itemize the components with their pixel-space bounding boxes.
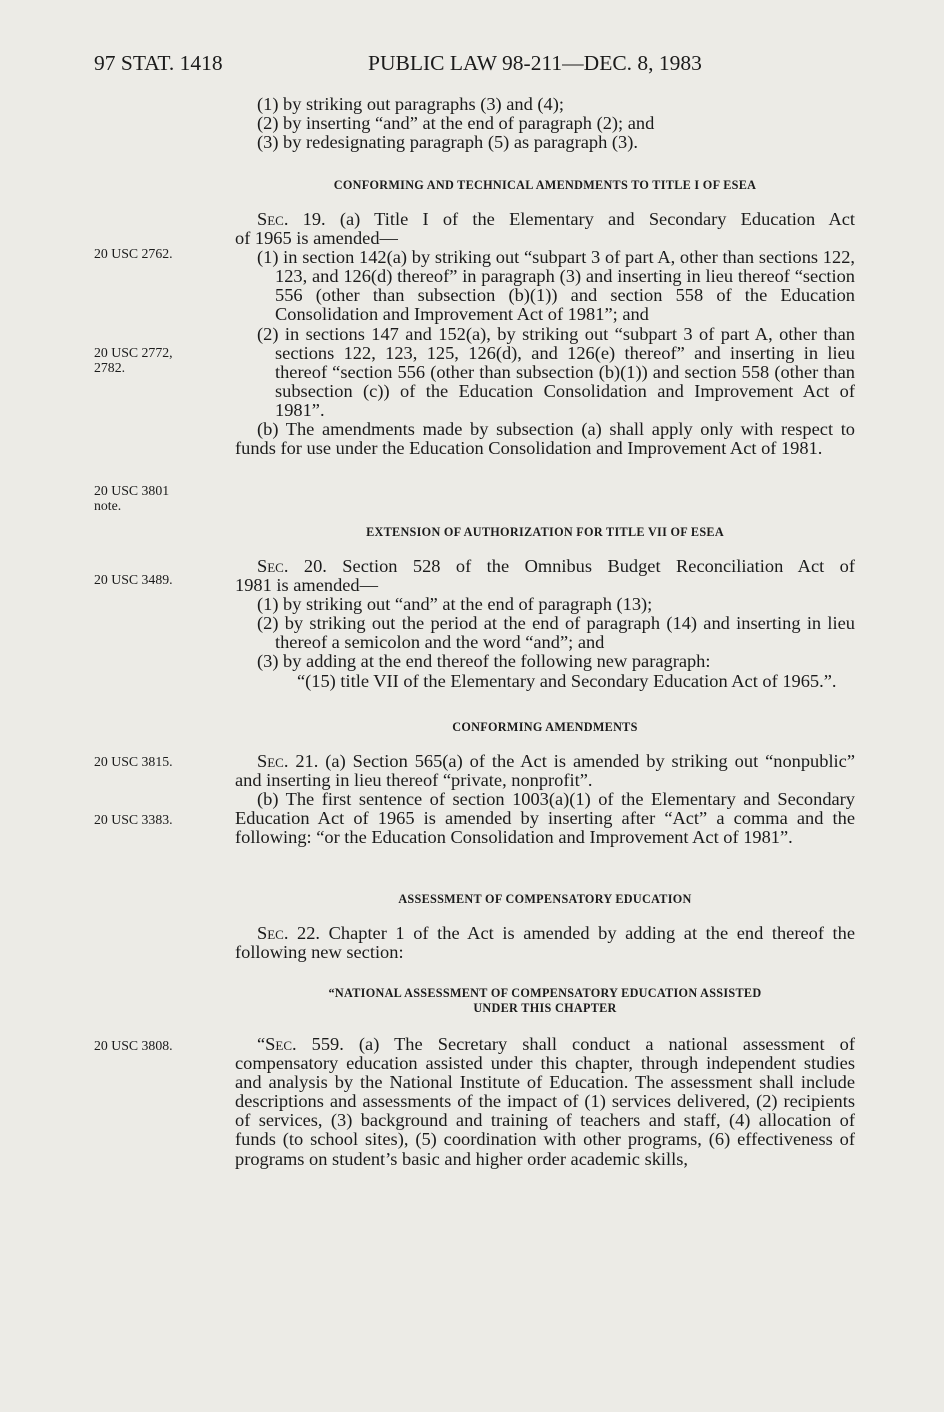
list-item: (1) by striking out paragraphs (3) and (4); (257, 94, 564, 114)
margin-note: 20 USC 2762. (94, 246, 173, 261)
list-item: (3) by redesignating paragraph (5) as paragraph (3). (257, 132, 638, 153)
heading-extension: EXTENSION OF AUTHORIZATION FOR TITLE VII OF ESEA (366, 525, 724, 539)
list-item: (2) by inserting “and” at the end of paragraph (2); and (257, 113, 655, 134)
section-text: (a) The Secretary shall conduct a national assessment of compensatory education assisted under this chapter, through independent studies and analysis by the National Institute of Education. The assessment shall include descriptions and assessments of the impact of (1) services delivered, (2) recipients of services, (3) background and training of teachers and staff, (4) allocation of funds (to school sites), (5) coordination with other programs, (6) effectiveness of programs on student’s basic and higher order academic skills, (235, 1034, 855, 1169)
public-law-title: PUBLIC LAW 98-211—DEC. 8, 1983 (368, 51, 702, 75)
section-label: Sec. 20. (257, 556, 327, 576)
clause-2: (2) in sections 147 and 152(a), by striking out “subpart 3 of part A, other than sections 122, 123, 125, 126(d), and 126(e) thereof” and inserting in lieu thereof “section 556 (other than subsection (b)(1)) and section 558 (other than subsection (c)) of the Education Consolidation and Improvement Act of 1981”. (257, 323, 855, 420)
section-21 (235, 752, 855, 847)
margin-note: 20 USC 3489. (94, 572, 173, 587)
section-label: Sec. 22. (257, 923, 321, 943)
clause-1: (1) in section 142(a) by striking out “subpart 3 of part A, other than sections 122, 123, and 126(d) thereof” in paragraph (3) and inserting in lieu thereof “section 556 (other than subsection (b)(1)) and section 558 of the Education Consolidation and Improvement Act of 1981”; and (257, 247, 855, 325)
statute-page-number: 97 STAT. 1418 (94, 51, 223, 75)
subsection-b: (b) The amendments made by subsection (a) shall apply only with respect to funds for use under the Education Consolidation and Improvement Act of 1981. (235, 419, 855, 459)
section-label: “Sec. 559. (257, 1034, 344, 1054)
heading-national-assessment: “NATIONAL ASSESSMENT OF COMPENSATORY EDUCATION ASSISTED UNDER THIS CHAPTER (328, 986, 762, 1015)
clause-1: (1) by striking out “and” at the end of paragraph (13); (257, 594, 653, 615)
section-intro: (a) Title I of the Elementary and Secondary Education Act (325, 209, 855, 229)
clause-3: (3) by adding at the end thereof the following new paragraph: (257, 651, 711, 672)
page-header (0, 51, 944, 81)
margin-note: 20 USC 2772, 2782. (94, 345, 173, 375)
section-intro-cont: of 1965 is amended— (235, 228, 398, 249)
margin-note: 20 USC 3801 note. (94, 483, 170, 513)
section-20 (235, 557, 855, 691)
section-text: Chapter 1 of the Act is amended by adding at the end thereof the following new section: (235, 923, 855, 963)
section-label: Sec. 21. (257, 751, 319, 771)
clause-2: (2) by striking out the period at the end of paragraph (14) and inserting in lieu thereof a semicolon and the word “and”; and (257, 613, 855, 653)
margin-note: 20 USC 3383. (94, 812, 173, 827)
heading-assessment: ASSESSMENT OF COMPENSATORY EDUCATION (398, 892, 692, 906)
clause-quote: “(15) title VII of the Elementary and Secondary Education Act of 1965.”. (297, 670, 837, 691)
subsection-a: (a) Section 565(a) of the Act is amended by striking out “nonpublic” and inserting in lieu thereof “private, nonprofit”. (235, 751, 855, 791)
section-559 (235, 1035, 855, 1169)
section-label: Sec. 19. (257, 209, 326, 229)
heading-conforming: CONFORMING AMENDMENTS (452, 720, 638, 734)
section-intro-cont: 1981 is amended— (235, 575, 379, 596)
heading-conforming-technical: CONFORMING AND TECHNICAL AMENDMENTS TO TITLE I OF ESEA (333, 178, 757, 192)
paragraph-list-1 (235, 95, 855, 152)
margin-note: 20 USC 3815. (94, 754, 173, 769)
section-22 (235, 924, 855, 962)
subsection-b: (b) The first sentence of section 1003(a)(1) of the Elementary and Secondary Education Act of 1965 is amended by inserting after “Act” a comma and the following: “or the Education Consolidation and Improvement Act of 1981”. (235, 789, 855, 848)
section-intro: Section 528 of the Omnibus Budget Reconciliation Act of (326, 556, 855, 576)
section-19 (235, 210, 855, 458)
margin-note: 20 USC 3808. (94, 1038, 173, 1053)
